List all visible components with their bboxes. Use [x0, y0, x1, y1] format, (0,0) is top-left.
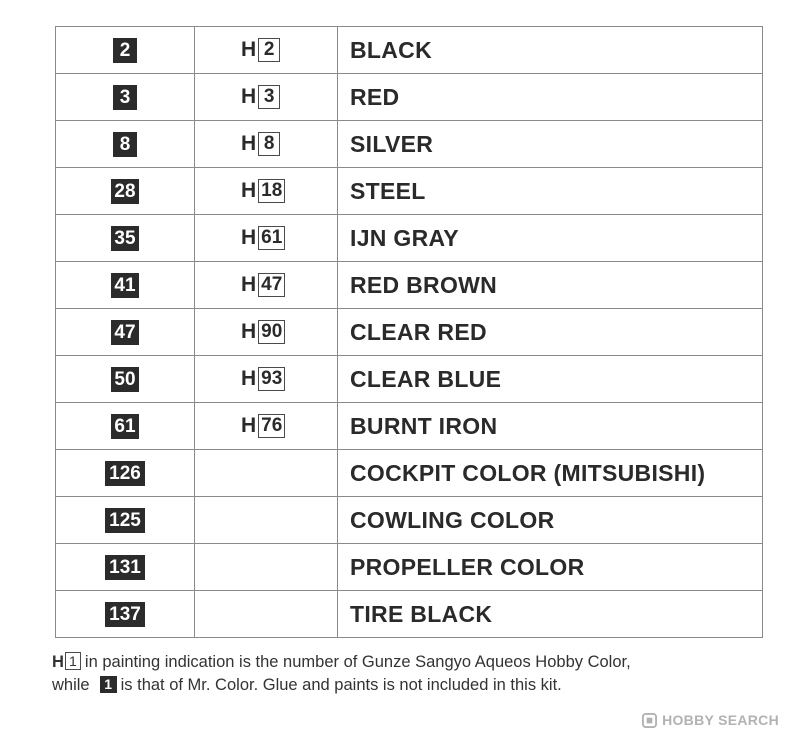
hobby-color-code: [241, 132, 280, 156]
hobby-color-cell: [195, 168, 338, 215]
color-name: RED BROWN: [350, 271, 498, 298]
hobby-color-cell: [195, 215, 338, 262]
color-name: BURNT IRON: [350, 412, 498, 439]
mr-color-number-badge: 50: [111, 367, 138, 392]
color-name-cell: [338, 356, 763, 403]
paint-row: [56, 309, 763, 356]
paint-row: [56, 356, 763, 403]
hobby-color-cell: [195, 27, 338, 74]
hobby-color-prefix: H: [241, 132, 257, 155]
paint-row: [56, 215, 763, 262]
hobby-color-prefix: H: [241, 85, 257, 108]
hobby-color-prefix: H: [241, 38, 257, 61]
color-name: COCKPIT COLOR (MITSUBISHI): [350, 459, 706, 486]
hobby-color-code: [241, 320, 285, 344]
color-name-cell: [338, 27, 763, 74]
mr-color-cell: [56, 544, 195, 591]
hobby-color-prefix: H: [241, 414, 257, 437]
mr-color-number-badge: 61: [111, 414, 138, 439]
hobby-color-number-box: 76: [258, 414, 285, 438]
color-name-cell: [338, 450, 763, 497]
mr-color-cell: [56, 215, 195, 262]
hobby-color-cell: [195, 591, 338, 638]
mr-color-number-badge: 47: [111, 320, 138, 345]
mr-color-cell: [56, 27, 195, 74]
footnote-line-1: [52, 651, 772, 674]
mr-color-number-badge: 8: [113, 132, 137, 157]
color-name: STEEL: [350, 177, 426, 204]
watermark: [642, 712, 779, 728]
hobby-color-prefix: H: [241, 320, 257, 343]
footnote-line-2-prefix: while: [52, 676, 90, 694]
color-name: TIRE BLACK: [350, 600, 493, 627]
mr-color-number-badge: 2: [113, 38, 137, 63]
color-name-cell: [338, 262, 763, 309]
mr-color-cell: [56, 403, 195, 450]
color-name-cell: [338, 74, 763, 121]
hobby-color-prefix: H: [241, 179, 257, 202]
color-name: CLEAR BLUE: [350, 365, 502, 392]
color-name: CLEAR RED: [350, 318, 487, 345]
hobby-color-number-box: 2: [258, 38, 280, 62]
paint-row: [56, 591, 763, 638]
hobby-search-logo-icon: [642, 713, 657, 728]
hobby-color-code: [241, 226, 285, 250]
mr-color-cell: [56, 356, 195, 403]
color-name-cell: [338, 309, 763, 356]
hobby-color-number-box: 47: [258, 273, 285, 297]
mr-color-number-badge: 137: [105, 602, 145, 627]
paint-row: [56, 403, 763, 450]
mr-color-cell: [56, 168, 195, 215]
hobby-color-cell: [195, 544, 338, 591]
hobby-color-cell: [195, 497, 338, 544]
hobby-color-code: [241, 179, 285, 203]
hobby-color-prefix: H: [241, 273, 257, 296]
hobby-color-cell: [195, 450, 338, 497]
color-name: COWLING COLOR: [350, 506, 555, 533]
hobby-color-cell: [195, 356, 338, 403]
paint-row: [56, 544, 763, 591]
mr-color-cell: [56, 309, 195, 356]
footnote-h-example-box: 1: [65, 652, 81, 670]
hobby-color-prefix: H: [241, 367, 257, 390]
paint-row: [56, 262, 763, 309]
mr-color-cell: [56, 121, 195, 168]
color-name-cell: [338, 121, 763, 168]
mr-color-number-badge: 41: [111, 273, 138, 298]
hobby-color-cell: [195, 309, 338, 356]
color-name-cell: [338, 497, 763, 544]
color-name-cell: [338, 544, 763, 591]
color-name: SILVER: [350, 130, 434, 157]
color-name-cell: [338, 168, 763, 215]
mr-color-cell: [56, 74, 195, 121]
hobby-color-number-box: 93: [258, 367, 285, 391]
color-name-cell: [338, 403, 763, 450]
footnote-line-2-text: is that of Mr. Color. Glue and paints is not included in this kit.: [120, 676, 562, 694]
watermark-text: HOBBY SEARCH: [662, 712, 779, 728]
hobby-color-number-box: 18: [258, 179, 285, 203]
hobby-color-cell: [195, 121, 338, 168]
hobby-color-code: [241, 85, 280, 109]
mr-color-number-badge: 126: [105, 461, 145, 486]
color-name: PROPELLER COLOR: [350, 553, 585, 580]
hobby-color-number-box: 61: [258, 226, 285, 250]
footnote-h-letter: H: [52, 653, 64, 671]
color-name-cell: [338, 215, 763, 262]
color-name: RED: [350, 83, 400, 110]
paint-rows: [56, 27, 763, 638]
hobby-color-number-box: 3: [258, 85, 280, 109]
footnote-line-1-text: in painting indication is the number of Gunze Sangyo Aqueos Hobby Color,: [84, 653, 631, 671]
paint-row: [56, 27, 763, 74]
hobby-color-code: [241, 38, 280, 62]
color-name: BLACK: [350, 36, 432, 63]
footnote-mr-example-badge: 1: [100, 676, 117, 693]
hobby-color-cell: [195, 74, 338, 121]
hobby-color-code: [241, 273, 285, 297]
mr-color-number-badge: 131: [105, 555, 145, 580]
mr-color-number-badge: 3: [113, 85, 137, 110]
hobby-color-cell: [195, 262, 338, 309]
paint-row: [56, 450, 763, 497]
hobby-color-number-box: 90: [258, 320, 285, 344]
hobby-color-code: [241, 414, 285, 438]
hobby-color-number-box: 8: [258, 132, 280, 156]
hobby-color-prefix: H: [241, 226, 257, 249]
mr-color-number-badge: 125: [105, 508, 145, 533]
mr-color-number-badge: 35: [111, 226, 138, 251]
hobby-color-code: [241, 367, 285, 391]
footnote: [52, 651, 772, 697]
color-name: IJN GRAY: [350, 224, 459, 251]
paint-row: [56, 74, 763, 121]
mr-color-cell: [56, 591, 195, 638]
mr-color-cell: [56, 262, 195, 309]
paint-color-table: [55, 26, 763, 638]
mr-color-cell: [56, 450, 195, 497]
paint-row: [56, 168, 763, 215]
footnote-line-2: [52, 674, 772, 697]
hobby-color-cell: [195, 403, 338, 450]
mr-color-number-badge: 28: [111, 179, 138, 204]
paint-row: [56, 121, 763, 168]
paint-row: [56, 497, 763, 544]
color-name-cell: [338, 591, 763, 638]
mr-color-cell: [56, 497, 195, 544]
